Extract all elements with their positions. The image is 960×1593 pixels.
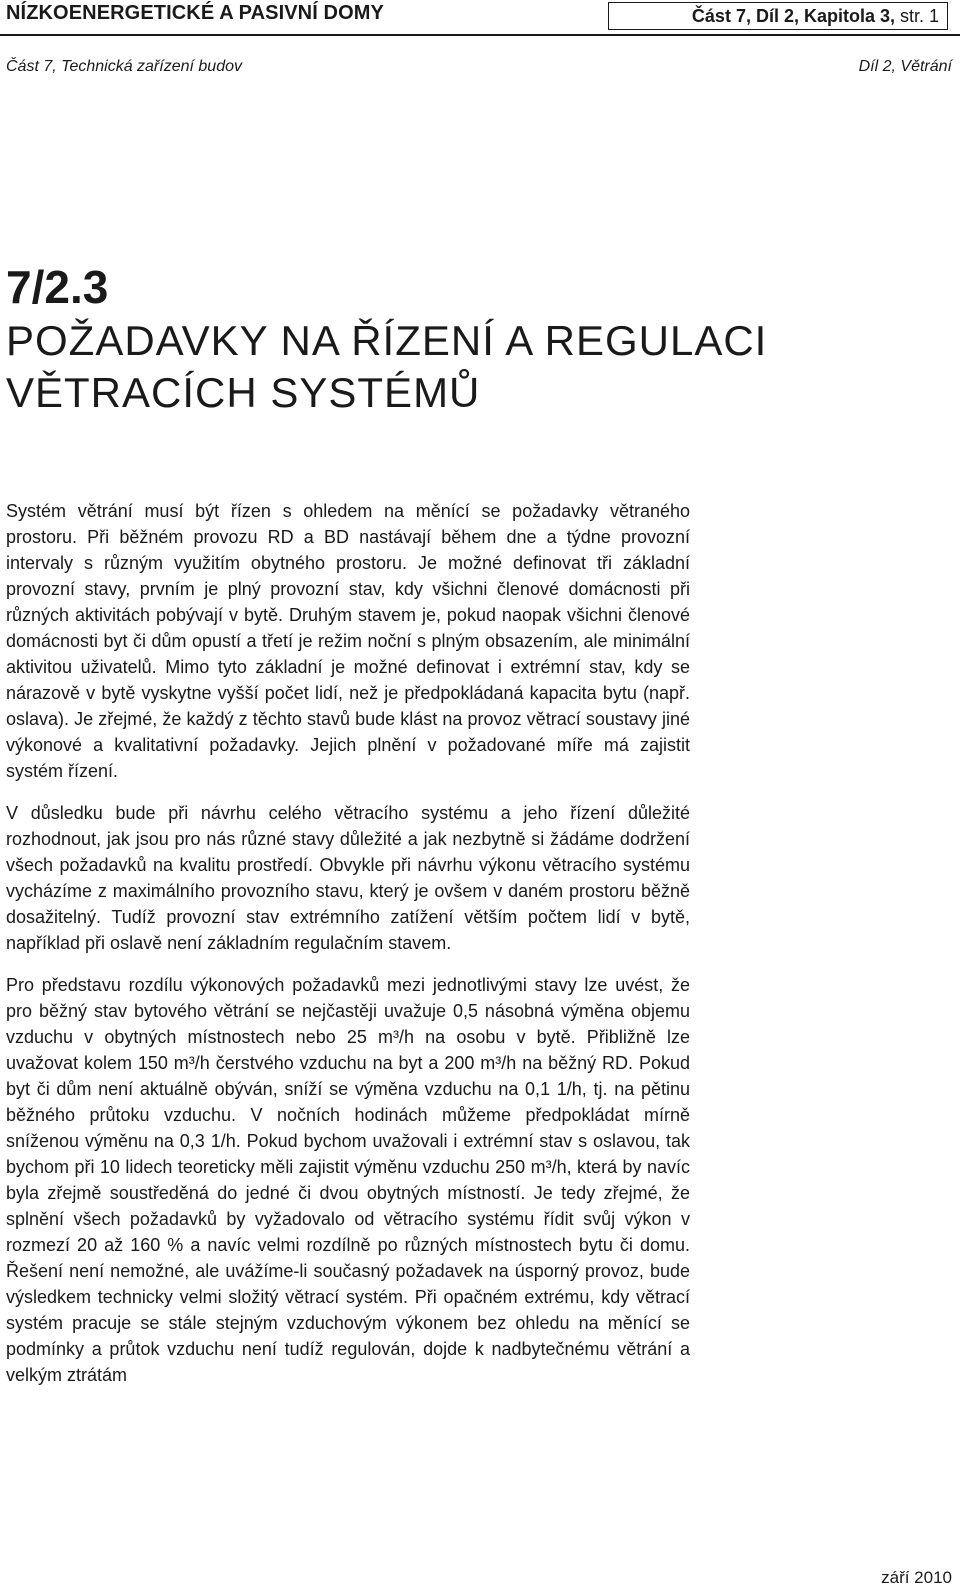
part-label: Část 7, Technická zařízení budov (6, 58, 242, 75)
page-number: str. 1 (894, 6, 939, 26)
chapter-title-line-1: POŽADAVKY NA ŘÍZENÍ A REGULACI (6, 317, 768, 364)
chapter-title (6, 315, 946, 418)
paragraph: V důsledku bude při návrhu celého větracího systému a jeho řízení důležité rozhodnout, jak jsou pro nás různé stavy důležité a jak nezbytně si žádáme dodržení všech požadavků na kvalitu prostředí. Obvykle při návrhu výkonu větracího systému vycházíme z maximálního provozního stavu, který je ovšem v daném prostoru běžně dosažitelný. Tudíž provozní stav extrémního zatížení větším počtem lidí v bytě, například při oslavě není základním regulačním stavem. (6, 803, 690, 953)
issue-date: září 2010 (881, 1568, 952, 1587)
chapter-title-line-2: VĚTRACÍCH SYSTÉMŮ (6, 368, 481, 416)
paragraph: Systém větrání musí být řízen s ohledem na měnící se požadavky větraného prostoru. Při běžném provozu RD a BD nastávají během dne a týdne provozní intervaly s různým využitím obytného prostoru. Je možné definovat tři základní provozní stavy, prvním je plný provozní stav, kdy všichni členové domácnosti při různých aktivitách pobývají v bytě. Druhým stavem je, pokud naopak všichni členové domácnosti byt či dům opustí a třetí je režim noční s plným obsazením, ale minimální aktivitou uživatelů. Mimo tyto základní je možné definovat i extrémní stav, kdy se nárazově v bytě vyskytne vyšší počet lidí, než je předpokládaná kapacita bytu (např. oslava). Je zřejmé, že každý z těchto stavů bude klást na provoz větrací soustavy jiné výkonové a kvalitativní požadavky. Jejich plnění v požadované míře má zajistit systém řízení. (6, 501, 690, 781)
running-header (0, 0, 960, 34)
body-text (6, 498, 690, 1404)
paragraph: Pro představu rozdílu výkonových požadavků mezi jednotlivými stavy lze uvést, že pro běžný stav bytového větrání se nejčastěji uvažuje 0,5 násobná výměna objemu vzduchu v obytných místnostech nebo 25 m³/h na osobu v bytě. Přibližně lze uvažovat kolem 150 m³/h čerstvého vzduchu na byt a 200 m³/h na běžný RD. Pokud byt či dům není aktuálně obýván, sníží se výměna vzduchu na 0,1 1/h, tj. na pětinu běžného průtoku vzduchu. V nočních hodinách můžeme předpokládat mírně sníženou výměnu na 0,3 1/h. Pokud bychom uvažovali i extrémní stav s oslavou, tak bychom při 10 lidech teoreticky měli zajistit výměnu vzduchu 250 m³/h, která by navíc byla zřejmě soustředěná do jedné či dvou obytných místností. Je tedy zřejmé, že splnění všech požadavků by vyžadovalo od větracího systému řídit svůj výkon v rozmezí 20 až 160 % a navíc velmi rozdílně po různých místnostech bytu či domu. Řešení není nemožné, ale uvážíme-li současný požadavek na úsporný provoz, bude výsledkem technicky velmi složitý větrací systém. Při opačném extrému, kdy větrací systém pracuje se stále stejným vzduchovým výkonem bez ohledu na měnící se podmínky a průtok vzduchu není tudíž regulován, dojde k nadbytečnému větrání a velkým ztrátám (6, 975, 690, 1385)
section-reference: Část 7, Díl 2, Kapitola 3, (691, 6, 895, 26)
volume-label: Díl 2, Větrání (858, 58, 952, 75)
section-reference-box (608, 2, 948, 30)
publication-title: NÍZKOENERGETICKÉ A PASIVNÍ DOMY (6, 2, 384, 24)
header-rule (0, 34, 960, 36)
chapter-number: 7/2.3 (6, 261, 109, 313)
